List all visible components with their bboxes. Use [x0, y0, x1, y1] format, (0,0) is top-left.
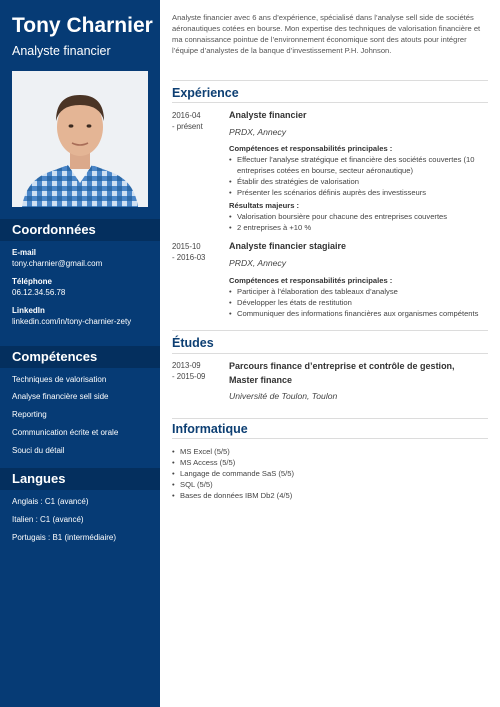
- email-value: tony.charnier@gmail.com: [12, 259, 103, 268]
- divider: [172, 418, 488, 419]
- contact-heading: Coordonnées: [0, 219, 160, 241]
- job-results-list: [229, 211, 489, 233]
- list-item: • 2 entreprises à +10 %: [229, 222, 489, 233]
- school-name: Université de Toulon, Toulon: [229, 391, 338, 401]
- profile-photo: [12, 71, 148, 207]
- divider: [172, 438, 488, 439]
- job-date-start: 2016-04: [172, 111, 201, 120]
- skill-item: Techniques de valorisation: [12, 375, 107, 384]
- degree-title-line2: Master finance: [229, 375, 293, 385]
- experience-heading: Expérience: [172, 86, 239, 100]
- degree-title: Parcours finance d’entreprise et contrôle de gestion,: [229, 361, 455, 371]
- sidebar: [0, 0, 160, 707]
- skill-item: Souci du détail: [12, 446, 65, 455]
- job-results-label: Résultats majeurs :: [229, 201, 300, 210]
- job-title: Analyste financier: [229, 110, 307, 120]
- list-item: • SQL (5/5): [172, 479, 482, 490]
- job-date-end: - présent: [172, 122, 203, 131]
- education-heading: Études: [172, 336, 214, 350]
- skill-item: Analyse financière sell side: [12, 392, 109, 401]
- edu-date-end: - 2015-09: [172, 372, 206, 381]
- skills-heading: Compétences: [0, 346, 160, 368]
- linkedin-value: linkedin.com/in/tony-charnier-zety: [12, 317, 132, 326]
- list-item: • Développer les états de restitution: [229, 297, 489, 308]
- candidate-name: Tony Charnier: [12, 14, 153, 37]
- divider: [172, 102, 488, 103]
- divider: [172, 353, 488, 354]
- job-date-start: 2015-10: [172, 242, 201, 251]
- skill-item: Communication écrite et orale: [12, 428, 119, 437]
- it-heading: Informatique: [172, 422, 248, 436]
- phone-value: 06.12.34.56.78: [12, 288, 66, 297]
- list-item: • MS Excel (5/5): [172, 446, 482, 457]
- linkedin-label: LinkedIn: [12, 306, 45, 315]
- it-skills-list: [172, 446, 482, 501]
- list-item: • MS Access (5/5): [172, 457, 482, 468]
- photo-portrait-icon: [12, 71, 148, 207]
- job-company: PRDX, Annecy: [229, 258, 286, 268]
- list-item: • Communiquer des informations financières aux organismes compétents: [229, 308, 489, 319]
- list-item: • Effectuer l’analyse stratégique et financière des sociétés couvertes (10 entreprises cotées en bourse, secteur aéronautique): [229, 154, 489, 176]
- list-item: • Établir des stratégies de valorisation: [229, 176, 489, 187]
- job-company: PRDX, Annecy: [229, 127, 286, 137]
- divider: [172, 80, 488, 81]
- candidate-title: Analyste financier: [12, 44, 111, 58]
- list-item: • Participer à l’élaboration des tableaux d’analyse: [229, 286, 489, 297]
- languages-heading: Langues: [0, 468, 160, 490]
- job-resp-label: Compétences et responsabilités principales :: [229, 276, 393, 285]
- skill-item: Reporting: [12, 410, 47, 419]
- list-item: • Langage de commande SaS (5/5): [172, 468, 482, 479]
- divider: [172, 330, 488, 331]
- list-item: • Bases de données IBM Db2 (4/5): [172, 490, 482, 501]
- job-resp-list: [229, 154, 489, 198]
- language-item: Anglais : C1 (avancé): [12, 497, 89, 506]
- language-item: Italien : C1 (avancé): [12, 515, 84, 524]
- job-date-end: - 2016-03: [172, 253, 206, 262]
- list-item: • Présenter les scénarios définis auprès des investisseurs: [229, 187, 489, 198]
- profile-summary: Analyste financier avec 6 ans d’expérience, spécialisé dans l’analyse sell side de sociétés aéronautiques cotées en bourse. Mon expertise des techniques de valorisation financière et ma connaissance pointue de l’environnement économique sont des atouts pour intégrer l’équipe d’analystes de la banque d’investissement P.H. Johnson.: [172, 13, 481, 55]
- edu-date-start: 2013-09: [172, 361, 201, 370]
- job-resp-list: [229, 286, 489, 319]
- job-resp-label: Compétences et responsabilités principales :: [229, 144, 393, 153]
- language-item: Portugais : B1 (intermédiaire): [12, 533, 117, 542]
- email-label: E-mail: [12, 248, 37, 257]
- phone-label: Téléphone: [12, 277, 53, 286]
- list-item: • Valorisation boursière pour chacune des entreprises couvertes: [229, 211, 489, 222]
- job-title: Analyste financier stagiaire: [229, 241, 347, 251]
